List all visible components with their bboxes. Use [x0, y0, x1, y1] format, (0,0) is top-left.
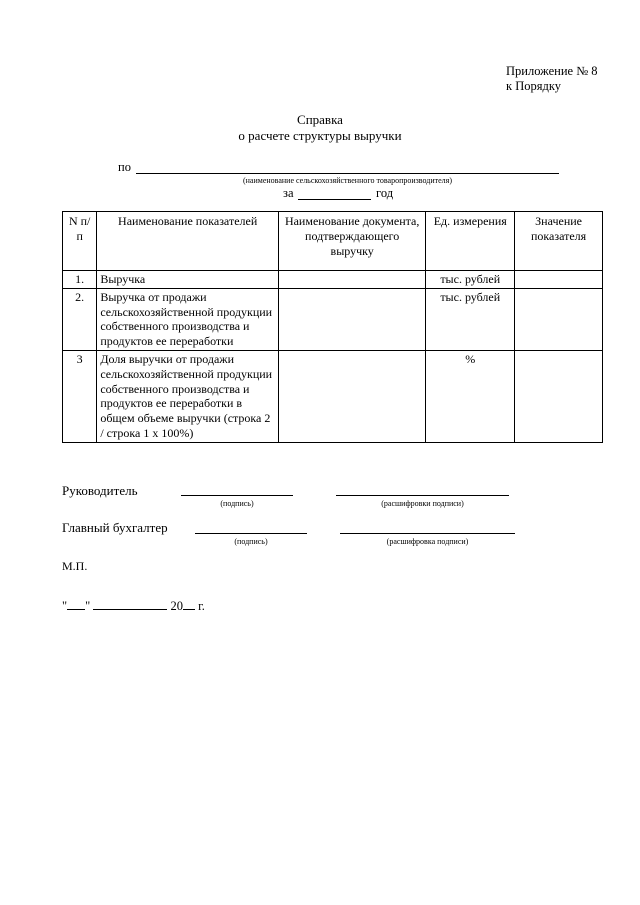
recipient-prefix: по	[118, 160, 131, 174]
row-unit: тыс. рублей	[426, 288, 515, 350]
year-suffix: г.	[198, 599, 205, 613]
header-unit: Ед. измерения	[426, 212, 515, 271]
row-document-cell[interactable]	[278, 288, 425, 350]
date-open-quote: "	[62, 599, 68, 613]
appendix-reference	[506, 64, 598, 94]
date-close-quote: "	[85, 599, 91, 613]
year-prefix: 20	[170, 599, 183, 613]
accountant-signature-caption: (подпись)	[234, 537, 268, 546]
head-signature-caption: (подпись)	[220, 499, 254, 508]
head-signature-field[interactable]	[181, 495, 293, 496]
document-title	[0, 112, 640, 144]
row-number: 3	[63, 350, 97, 442]
revenue-structure-table	[62, 211, 603, 443]
row-unit: тыс. рублей	[426, 271, 515, 289]
row-document-cell[interactable]	[278, 350, 425, 442]
row-number: 1.	[63, 271, 97, 289]
row-indicator-name: Выручка	[97, 271, 279, 289]
appendix-number: Приложение № 8	[506, 64, 598, 78]
row-indicator-name: Выручка от продажи сельскохозяйственной продукции собственного производства и продуктов ее переработки	[97, 288, 279, 350]
header-number: N п/п	[63, 212, 97, 271]
month-field[interactable]	[93, 598, 167, 610]
year-field[interactable]	[298, 199, 371, 200]
accountant-label: Главный бухгалтер	[62, 520, 168, 535]
title-line-1: Справка	[297, 112, 343, 127]
row-value-cell[interactable]	[515, 271, 603, 289]
title-line-2: о расчете структуры выручки	[238, 128, 402, 143]
table-row	[63, 271, 603, 289]
row-document-cell[interactable]	[278, 271, 425, 289]
head-name-field[interactable]	[336, 495, 509, 496]
recipient-field[interactable]	[136, 173, 559, 174]
row-unit: %	[426, 350, 515, 442]
stamp-place: М.П.	[62, 559, 88, 573]
head-name-caption: (расшифровки подписи)	[381, 499, 464, 508]
row-indicator-name: Доля выручки от продажи сельскохозяйственной продукции собственного производства и продуктов ее переработки в общем объеме выручки (строка 2 / строка 1 x 100%)	[97, 350, 279, 442]
row-number: 2.	[63, 288, 97, 350]
date-year-field[interactable]	[183, 598, 195, 610]
table-row	[63, 288, 603, 350]
header-value: Значение показателя	[515, 212, 603, 271]
row-value-cell[interactable]	[515, 350, 603, 442]
header-document-name: Наименование документа, подтверждающего выручку	[278, 212, 425, 271]
recipient-caption: (наименование сельскохозяйственного товаропроизводителя)	[242, 176, 453, 185]
row-value-cell[interactable]	[515, 288, 603, 350]
date-line	[62, 598, 205, 614]
table-header-row	[63, 212, 603, 271]
accountant-signature-field[interactable]	[195, 533, 307, 534]
appendix-order: к Порядку	[506, 79, 561, 93]
table-row	[63, 350, 603, 442]
period-suffix: год	[376, 186, 394, 200]
day-field[interactable]	[67, 598, 85, 610]
accountant-name-caption: (расшифровка подписи)	[386, 537, 469, 546]
accountant-name-field[interactable]	[340, 533, 515, 534]
header-indicator-name: Наименование показателей	[97, 212, 279, 271]
period-prefix: за	[283, 186, 294, 200]
head-label: Руководитель	[62, 483, 138, 498]
